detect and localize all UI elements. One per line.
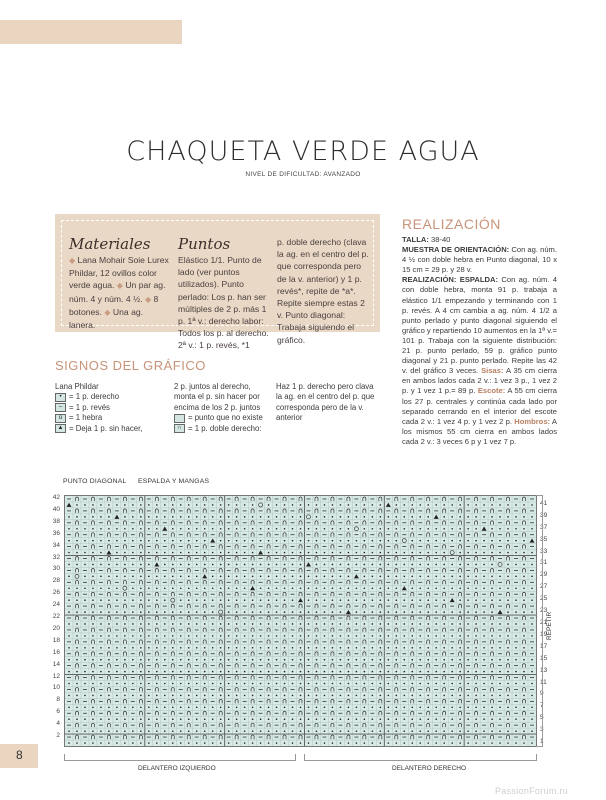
row-number: 42	[52, 494, 60, 501]
row-number: 13	[540, 666, 548, 674]
row-number: 8	[56, 696, 60, 704]
chart-label-right: ESPALDA Y MANGAS	[138, 478, 210, 485]
right-front-bracket	[304, 754, 537, 761]
materiales-heading: Materiales	[69, 235, 151, 253]
row-number: 11	[540, 678, 547, 686]
sisas-label: Sisas:	[481, 366, 504, 376]
talla-label: TALLA:	[402, 235, 429, 244]
row-number: 27	[540, 583, 548, 591]
row-number: 33	[540, 547, 548, 555]
triangle-symbol-icon: ▲	[55, 424, 66, 433]
row-number: 1	[540, 738, 544, 746]
repeat-label: REPETIR	[546, 611, 553, 640]
legend-text: = 1 p. revés	[69, 402, 110, 412]
row-number: 3	[540, 726, 544, 734]
materials-box	[55, 214, 380, 351]
row-number: 23	[540, 607, 548, 615]
legend-text: = 1 p. derecho	[69, 392, 120, 402]
row-number: 15	[540, 654, 548, 662]
materiales-list	[69, 254, 169, 331]
row-number: 20	[52, 624, 60, 632]
row-number: 37	[540, 523, 548, 531]
row-number: 19	[540, 630, 548, 638]
row-number: 41	[540, 499, 548, 507]
hombros-text: A los mismos 55 cm cierra en ambos lados cada 2 v.: 3 veces 6 p y 1 vez 7 p.	[402, 416, 557, 446]
material-item: 8 botones.	[69, 293, 159, 317]
legend-text: = punto que no existe	[188, 413, 263, 423]
row-number: 2	[56, 732, 60, 740]
muestra-label: MUESTRA DE ORIENTACIÓN:	[402, 245, 510, 255]
right-front-label: DELANTERO DERECHO	[392, 765, 467, 772]
diamond-bullet-icon: ◆	[69, 256, 76, 265]
puntos-column-2	[277, 236, 372, 346]
row-number: 40	[52, 505, 60, 513]
escote-label: Escote:	[477, 386, 506, 396]
row-number: 28	[52, 577, 60, 585]
row-number: 10	[52, 684, 60, 692]
signos-heading: SIGNOS DEL GRÁFICO	[55, 358, 206, 373]
legend-item	[55, 413, 155, 423]
puntos-text-1: Elástico 1/1. Punto de lado (ver puntos utilizados). Punto perlado: Los p. han ser múltiples de 2 p. más 1 p. 1ª v.: derecho labor: Todos los p. al derecho. 2ª v.: 1 p. revés, *1	[178, 255, 269, 351]
difficulty-level: NIVEL DE DIFICULTAD: AVANZADO	[245, 171, 361, 178]
row-number: 22	[52, 613, 60, 621]
row-number: 26	[52, 589, 60, 597]
row-number: 39	[540, 511, 548, 519]
legend-item	[55, 424, 155, 434]
puntos-column	[178, 236, 273, 352]
realizacion-heading: REALIZACIÓN	[402, 216, 501, 232]
repeat-bracket	[536, 495, 543, 747]
knitting-chart	[64, 495, 537, 747]
row-number: 12	[52, 672, 60, 680]
circle-symbol-icon: o	[55, 414, 66, 423]
espalda-label: REALIZACIÓN: ESPALDA:	[402, 275, 499, 285]
row-number: 34	[52, 541, 60, 549]
diamond-bullet-icon: ◆	[104, 307, 111, 317]
diamond-bullet-icon: ◆	[144, 294, 152, 304]
row-number: 14	[52, 660, 60, 668]
row-number: 25	[540, 595, 548, 603]
legend-item	[174, 424, 274, 434]
diamond-bullet-icon: ◆	[116, 281, 123, 291]
row-number: 35	[540, 535, 548, 543]
chart-label-left: PUNTO DIAGONAL	[63, 478, 127, 485]
watermark: PassionForum.ru	[495, 786, 569, 796]
row-number: 31	[540, 559, 548, 567]
row-number: 32	[52, 553, 60, 561]
dot-symbol-icon: •	[55, 393, 66, 402]
legend-item	[174, 413, 274, 423]
sisas-text: A 35 cm cierra en ambos lados cada 2 v.: 1 vez 3 p., 1 vez 2 p. y 1 vez 1 p.= 89 p.	[402, 366, 557, 396]
row-number: 9	[540, 690, 544, 698]
legend-column-3	[276, 382, 376, 424]
left-front-bracket	[64, 754, 296, 761]
row-number: 5	[540, 714, 544, 722]
talla-value: 38-40	[430, 235, 451, 244]
legend-text: = 1 p. doble derecho:	[188, 423, 262, 433]
row-number: 30	[52, 565, 60, 573]
materiales-column	[69, 236, 169, 331]
row-number: 17	[540, 642, 548, 650]
row-number: 29	[540, 571, 548, 579]
legend-item	[55, 403, 155, 413]
realizacion-text	[402, 235, 557, 447]
espalda-text: Con ag. núm. 4 con doble hebra, monta 91 p. trabaja a elástico 1/1 empezando y terminando con 1 p. revés. A 4 cm cambia a ag. núm. 4 1/2 a punto perlado y punto diagonal siguiendo el gráfico y repartiendo 10 aumentos en la 1ª v.= 101 p. Trabaja con la siguiente distribución: 21 p. punto perlado, 59 p. gráfico punto diagonal y 21 p. punto perlado. Repite las 42 v. del gráfico 3 veces.	[402, 275, 557, 376]
row-number: 36	[52, 529, 60, 537]
left-front-label: DELANTERO IZQUIERDO	[138, 765, 216, 772]
muestra-text: Con ag. núm. 4 ½ con doble hebra en Punto diagonal, 10 x 15 cm = 29 p. y 28 v.	[402, 245, 557, 275]
row-number: 6	[56, 708, 60, 716]
hombros-label: Hombros:	[514, 416, 551, 426]
yarn-name: Lana Phildar	[55, 382, 99, 391]
row-number: 16	[52, 648, 60, 656]
double-knit-description: Haz 1 p. derecho pero clava la ag. en el centro del p. que corresponda pero de la v. anterior	[276, 382, 375, 423]
material-item: Lana Mohair Soie Lurex Phildar, 12 ovillos color verde agua.	[69, 255, 169, 291]
row-number: 24	[52, 601, 60, 609]
escote-text: A 55 cm cierra los 27 p. centrales y continúa cada lado por separado cerrando en el interior del escote cada 2 v.: 1 vez 4 p. y 1 vez 2 p.	[402, 386, 557, 426]
puntos-heading: Puntos	[178, 235, 231, 253]
page-number: 8	[16, 748, 23, 762]
legend-text: = Deja 1 p. sin hacer,	[69, 423, 143, 433]
decrease-description: 2 p. juntos al derecho, monta el p. sin hacer por encima de los 2 p. juntos	[174, 382, 261, 412]
material-item: Un par ag. núm. 4 y núm. 4 ½.	[69, 280, 166, 304]
empty-symbol-icon	[174, 414, 185, 423]
top-decorative-band	[0, 20, 182, 44]
page-title: CHAQUETA VERDE AGUA	[126, 136, 480, 167]
legend-column-2	[174, 382, 274, 434]
puntos-text-2: p. doble derecho (clava la ag. en el centro del p. que corresponda pero de la v. anterior) y 1 p. revés*, repite de *a*. Repite siempre estas 2 v. Punto diagonal: Trabaja siguiendo el gráfico.	[277, 237, 369, 345]
row-number: 38	[52, 517, 60, 525]
row-number: 18	[52, 636, 60, 644]
dash-symbol-icon: –	[55, 403, 66, 412]
chart-grid	[65, 496, 536, 746]
row-number: 7	[540, 702, 544, 710]
legend-item	[55, 392, 155, 402]
legend-column-1	[55, 382, 155, 434]
double-knit-symbol-icon: ∩	[174, 424, 185, 433]
material-item: Una ag. lanera.	[69, 306, 144, 331]
legend-text: = 1 hebra	[69, 413, 103, 423]
row-number: 21	[540, 619, 548, 626]
row-number: 4	[56, 720, 60, 728]
